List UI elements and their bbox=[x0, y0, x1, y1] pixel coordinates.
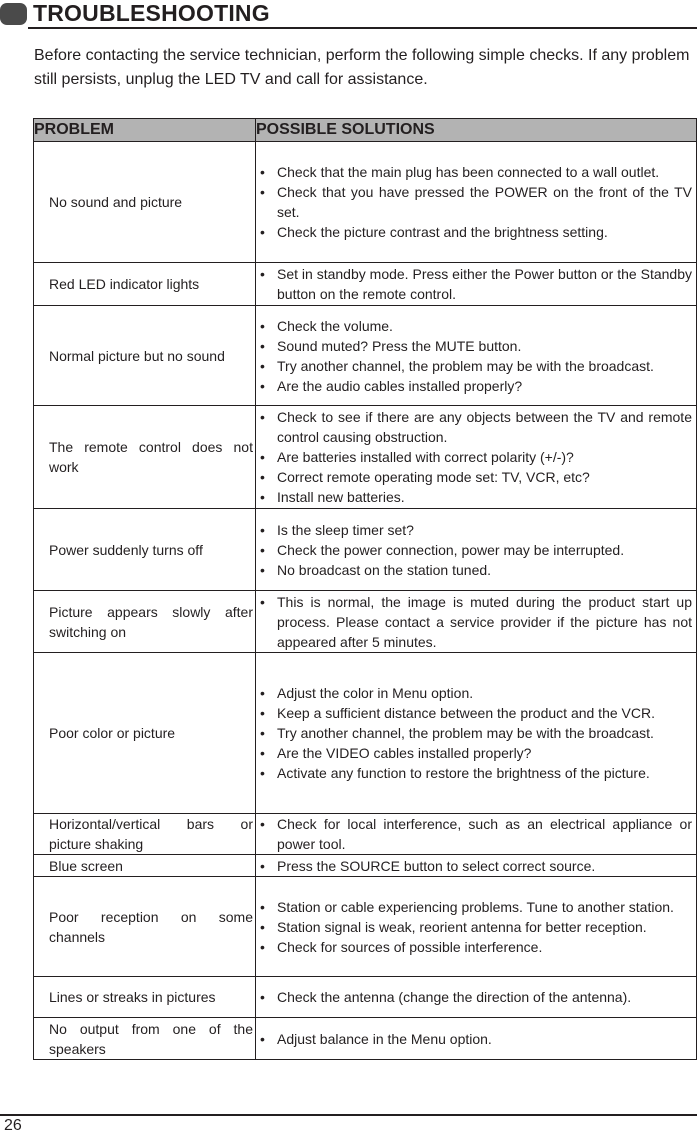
solution-item: • Check the antenna (change the direction of the antenna). bbox=[258, 987, 692, 1007]
solution-item: • Try another channel, the problem may be with the broadcast. bbox=[258, 356, 692, 376]
solution-item: • Activate any function to restore the brightness of the picture. bbox=[258, 763, 692, 783]
solutions-cell bbox=[256, 1018, 697, 1060]
solution-item: • Check the volume. bbox=[258, 316, 692, 336]
solution-item: • Set in standby mode. Press either the Power button or the Standby button on the remote control. bbox=[258, 264, 692, 304]
solution-item: • Check that you have pressed the POWER on the front of the TV set. bbox=[258, 182, 692, 222]
table-row bbox=[34, 591, 697, 653]
solution-list bbox=[258, 987, 692, 1007]
solution-item: • Station signal is weak, reorient antenna for better reception. bbox=[258, 917, 692, 937]
solution-item: • Check that the main plug has been connected to a wall outlet. bbox=[258, 162, 692, 182]
solution-list bbox=[258, 264, 692, 304]
solutions-cell bbox=[256, 653, 697, 814]
solution-item: • This is normal, the image is muted during the product start up process. Please contact a service provider if the picture has not appeared after 5 minutes. bbox=[258, 592, 692, 652]
solution-list bbox=[258, 814, 692, 854]
problem-cell: Picture appears slowly after switching on bbox=[34, 591, 256, 653]
solutions-cell bbox=[256, 977, 697, 1018]
solution-item: • No broadcast on the station tuned. bbox=[258, 560, 692, 580]
problem-cell: No sound and picture bbox=[34, 142, 256, 263]
table-row bbox=[34, 877, 697, 977]
solution-list bbox=[258, 162, 692, 242]
problem-cell: The remote control does not work bbox=[34, 406, 256, 509]
solution-list bbox=[258, 407, 692, 507]
table-row bbox=[34, 653, 697, 814]
solution-list bbox=[258, 592, 692, 652]
table-row bbox=[34, 142, 697, 263]
solution-item: • Are the VIDEO cables installed properly? bbox=[258, 743, 692, 763]
solution-item: • Is the sleep timer set? bbox=[258, 520, 692, 540]
problem-cell: Poor color or picture bbox=[34, 653, 256, 814]
solutions-cell bbox=[256, 263, 697, 306]
solution-item: • Adjust the color in Menu option. bbox=[258, 683, 692, 703]
table-row bbox=[34, 509, 697, 591]
solution-item: • Install new batteries. bbox=[258, 487, 692, 507]
intro-paragraph: Before contacting the service technician, perform the following simple checks. If any problem still persists, unplug the LED TV and call for assistance. bbox=[34, 47, 690, 88]
solutions-cell bbox=[256, 855, 697, 877]
table-row bbox=[34, 977, 697, 1018]
solution-item: • Station or cable experiencing problems. Tune to another station. bbox=[258, 897, 692, 917]
problem-cell: Normal picture but no sound bbox=[34, 306, 256, 406]
solution-item: • Check for sources of possible interference. bbox=[258, 937, 692, 957]
solutions-cell bbox=[256, 406, 697, 509]
table-row bbox=[34, 814, 697, 855]
solution-item: • Sound muted? Press the MUTE button. bbox=[258, 336, 692, 356]
solution-list bbox=[258, 1029, 692, 1049]
solution-item: • Keep a sufficient distance between the product and the VCR. bbox=[258, 703, 692, 723]
solutions-cell bbox=[256, 814, 697, 855]
solution-item: • Adjust balance in the Menu option. bbox=[258, 1029, 692, 1049]
footer-rule bbox=[0, 1114, 697, 1116]
troubleshooting-table bbox=[33, 118, 697, 1060]
table-row bbox=[34, 1018, 697, 1060]
solution-item: • Check the power connection, power may be interrupted. bbox=[258, 540, 692, 560]
problem-cell: Horizontal/vertical bars or picture shaking bbox=[34, 814, 256, 855]
page-title: TROUBLESHOOTING bbox=[33, 0, 270, 26]
solutions-cell bbox=[256, 142, 697, 263]
table-row bbox=[34, 406, 697, 509]
problem-cell: Red LED indicator lights bbox=[34, 263, 256, 306]
solution-list bbox=[258, 316, 692, 396]
table-header-row bbox=[34, 119, 697, 142]
problem-cell: Blue screen bbox=[34, 855, 256, 877]
solutions-cell bbox=[256, 306, 697, 406]
solution-item: • Check to see if there are any objects between the TV and remote control causing obstruction. bbox=[258, 407, 692, 447]
table-body bbox=[34, 142, 697, 1060]
column-header-solutions: POSSIBLE SOLUTIONS bbox=[256, 119, 697, 142]
problem-cell: Power suddenly turns off bbox=[34, 509, 256, 591]
table-row bbox=[34, 306, 697, 406]
solution-item: • Are batteries installed with correct polarity (+/-)? bbox=[258, 447, 692, 467]
solution-item: • Correct remote operating mode set: TV, VCR, etc? bbox=[258, 467, 692, 487]
section-tab-marker bbox=[0, 3, 27, 25]
problem-cell: Lines or streaks in pictures bbox=[34, 977, 256, 1018]
solution-list bbox=[258, 897, 692, 957]
header-rule bbox=[28, 27, 697, 29]
solutions-cell bbox=[256, 877, 697, 977]
solution-item: • Check the picture contrast and the brightness setting. bbox=[258, 222, 692, 242]
solution-item: • Are the audio cables installed properly? bbox=[258, 376, 692, 396]
table-row bbox=[34, 263, 697, 306]
page-header bbox=[0, 0, 697, 30]
solution-list bbox=[258, 520, 692, 580]
solution-item: • Press the SOURCE button to select correct source. bbox=[258, 856, 692, 876]
solutions-cell bbox=[256, 591, 697, 653]
solution-list bbox=[258, 683, 692, 783]
problem-cell: No output from one of the speakers bbox=[34, 1018, 256, 1060]
solution-item: • Try another channel, the problem may be with the broadcast. bbox=[258, 723, 692, 743]
solution-item: • Check for local interference, such as an electrical appliance or power tool. bbox=[258, 814, 692, 854]
problem-cell: Poor reception on some channels bbox=[34, 877, 256, 977]
solutions-cell bbox=[256, 509, 697, 591]
table-row bbox=[34, 855, 697, 877]
column-header-problem: PROBLEM bbox=[34, 119, 256, 142]
page-number: 26 bbox=[4, 1117, 22, 1134]
solution-list bbox=[258, 856, 692, 876]
